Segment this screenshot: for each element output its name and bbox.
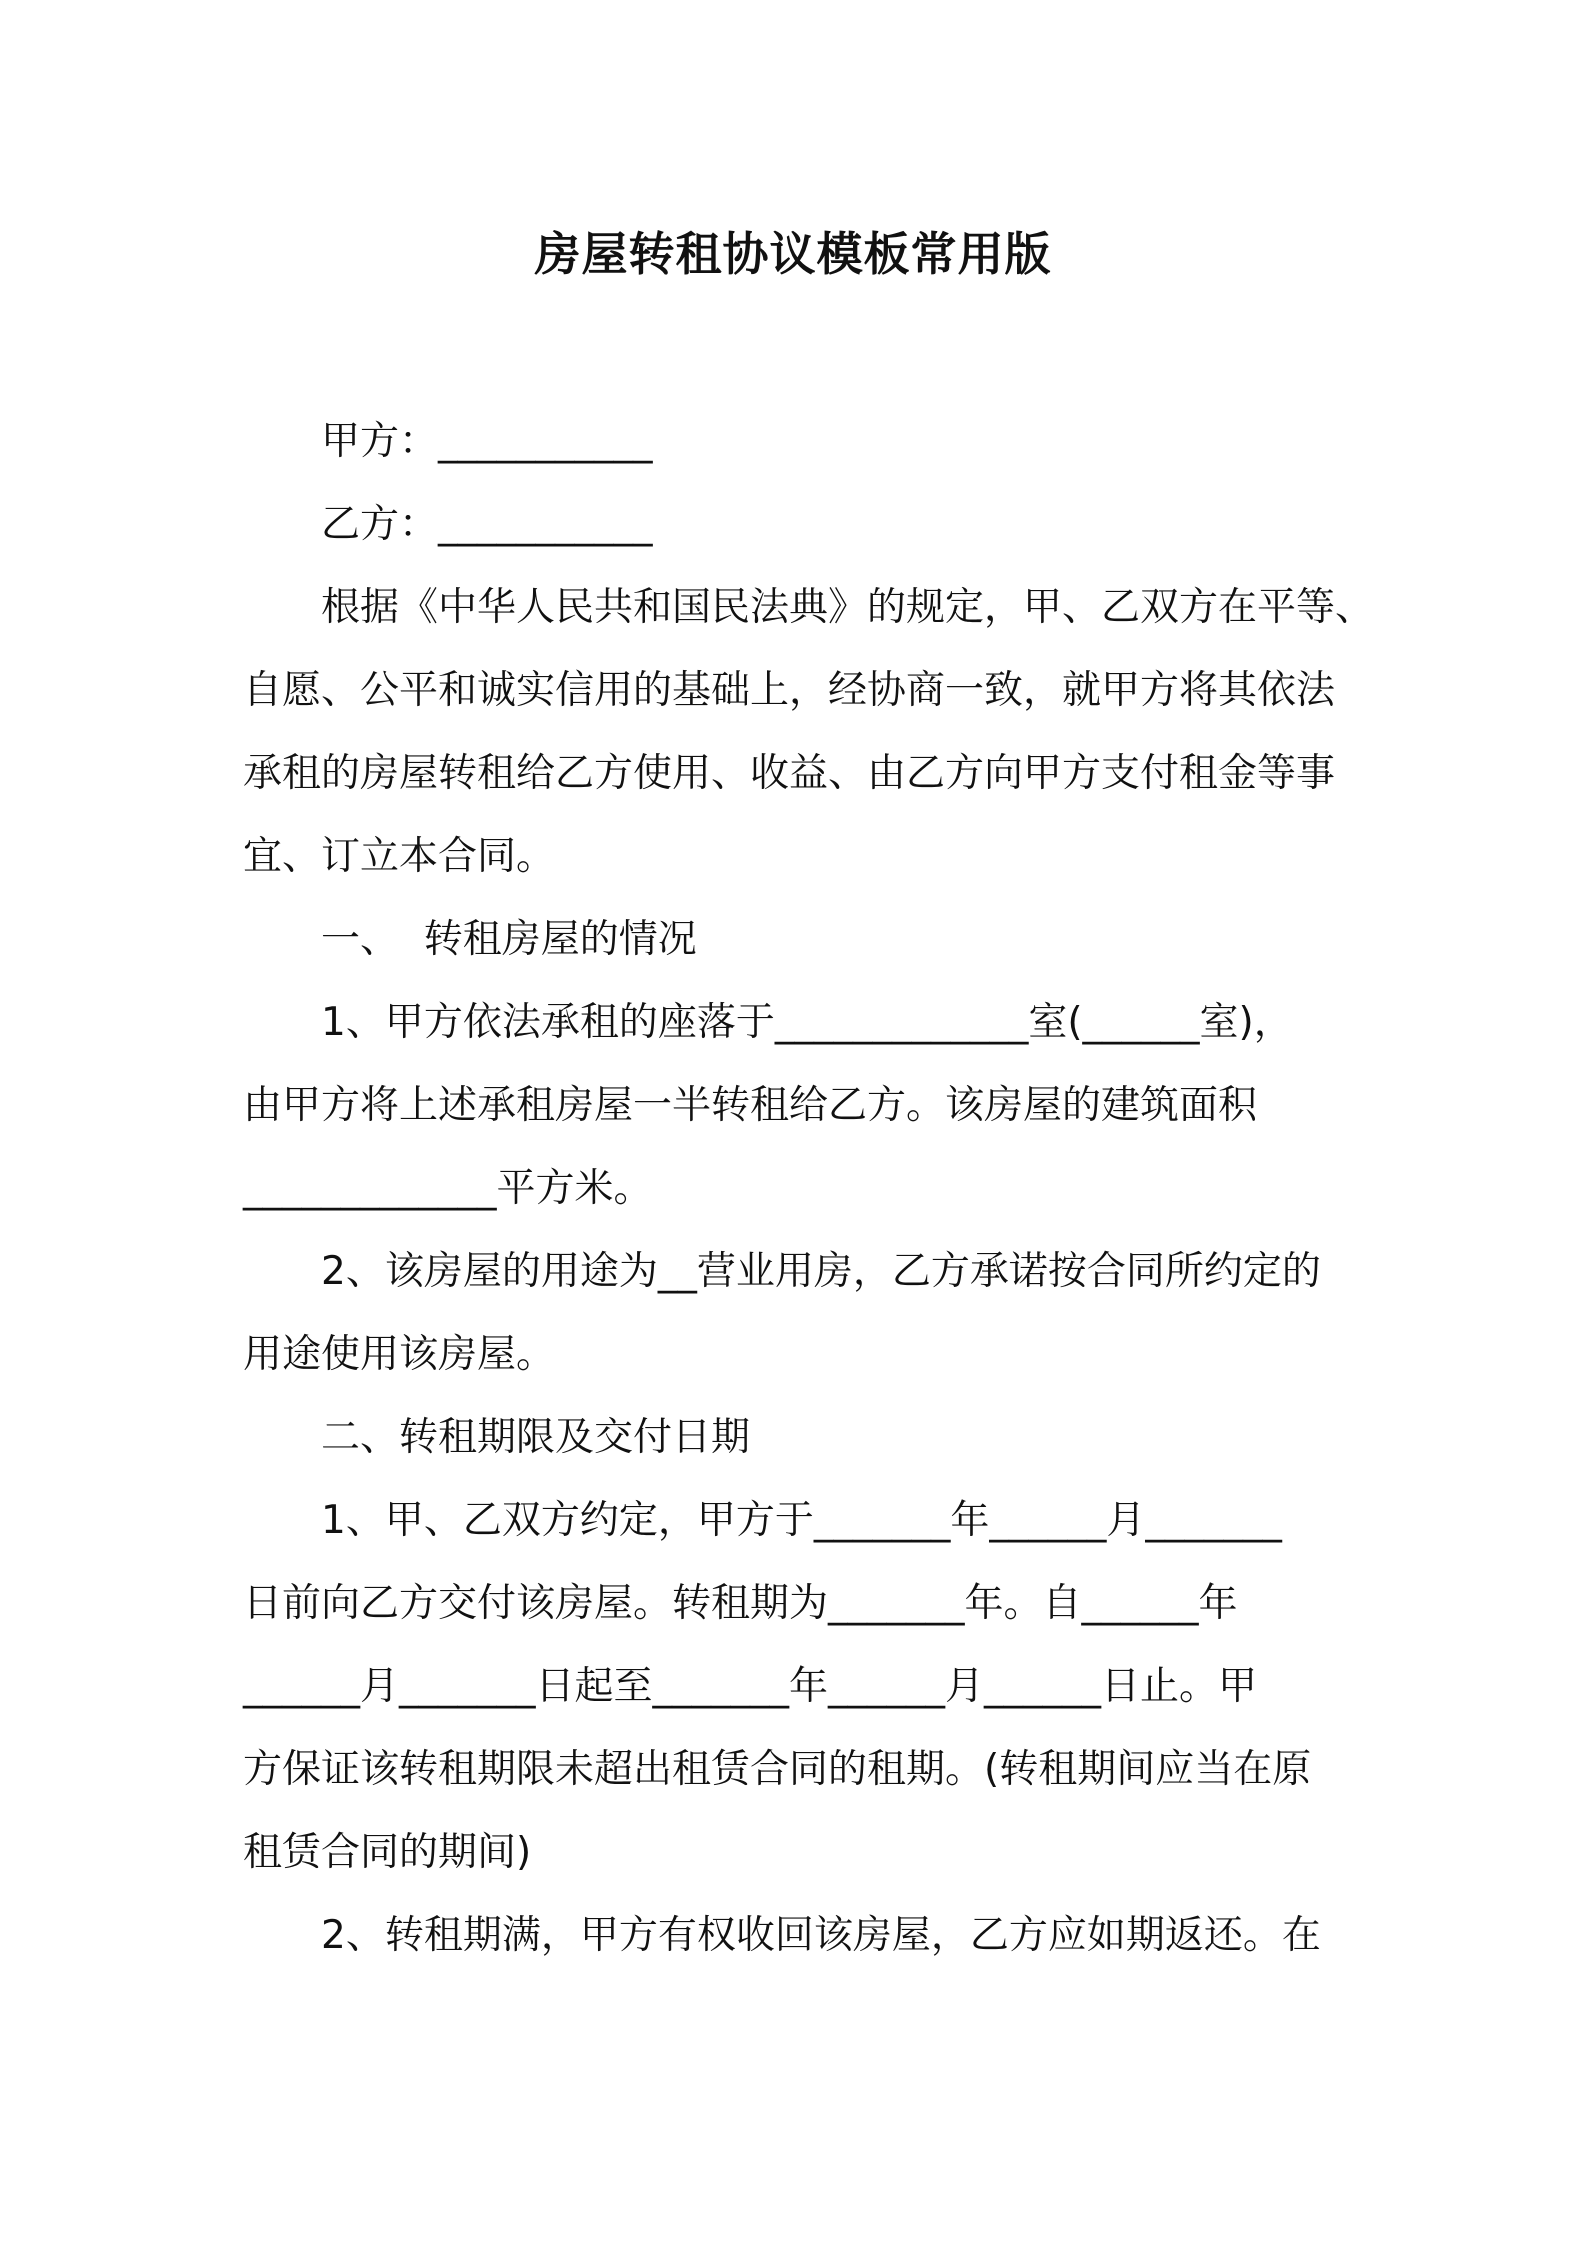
clause-2-2-line-1: 2、转租期满，甲方有权收回该房屋，乙方应如期返还。在 [321, 1913, 1321, 1958]
clause-2-1-line-2: 日前向乙方交付该房屋。转租期为_______年。自______年 [243, 1581, 1238, 1626]
clause-2-1-line-3: ______月_______日起至_______年______月______日止。甲 [243, 1664, 1258, 1709]
section-heading-2: 二、转租期限及交付日期 [321, 1415, 751, 1460]
clause-2-1-line-5: 租赁合同的期间) [243, 1830, 532, 1875]
preamble-line-3: 承租的房屋转租给乙方使用、收益、由乙方向甲方支付租金等事 [243, 751, 1336, 796]
document-body [243, 400, 1375, 1977]
document-title: 房屋转租协议模板常用版 [534, 227, 1052, 281]
party-a-line: 甲方：___________ [321, 419, 653, 464]
preamble-line-1: 根据《中华人民共和国民法典》的规定，甲、乙双方在平等、 [321, 585, 1375, 630]
section-heading-1: 一、 转租房屋的情况 [321, 917, 697, 962]
party-b-line: 乙方：___________ [321, 502, 653, 547]
preamble-line-4: 宜、订立本合同。 [243, 834, 556, 879]
preamble-line-2: 自愿、公平和诚实信用的基础上，经协商一致，就甲方将其依法 [243, 668, 1336, 713]
clause-2-1-line-1: 1、甲、乙双方约定，甲方于_______年______月_______ [321, 1498, 1282, 1543]
clause-1-2-line-1: 2、该房屋的用途为__营业用房，乙方承诺按合同所约定的 [321, 1249, 1321, 1294]
clause-1-1-line-3: _____________平方米。 [243, 1166, 653, 1211]
clause-2-1-line-4: 方保证该转租期限未超出租赁合同的租期。(转租期间应当在原 [243, 1747, 1312, 1792]
clause-1-2-line-2: 用途使用该房屋。 [243, 1332, 556, 1377]
clause-1-1-line-2: 由甲方将上述承租房屋一半转租给乙方。该房屋的建筑面积 [243, 1083, 1258, 1128]
clause-1-1-line-1: 1、甲方依法承租的座落于_____________室(______室)， [321, 1000, 1293, 1045]
